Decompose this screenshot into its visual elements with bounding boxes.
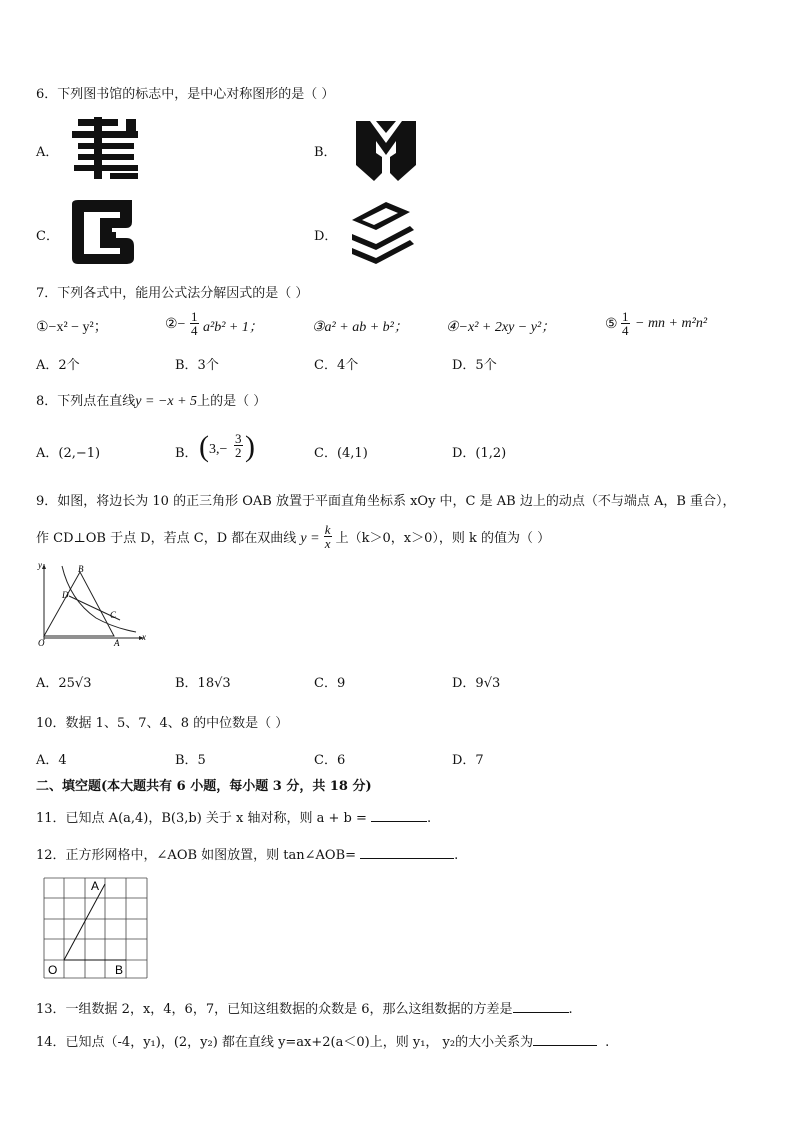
q9-option-b[interactable]: B．18√3 — [175, 676, 231, 691]
q7-option-c[interactable]: C．4个 — [314, 358, 359, 373]
label-d: D — [62, 590, 69, 600]
q7-expr-5-body: − mn + m²n² — [635, 316, 708, 331]
q12-text: 12．正方形网格中，∠AOB 如图放置，则 tan∠AOB= — [36, 848, 357, 863]
label-b: B — [78, 564, 84, 574]
q10-option-d[interactable]: D．7 — [452, 753, 484, 768]
q11 — [36, 807, 431, 826]
q8-line-equation: y = −x + 5 — [135, 394, 198, 409]
q7-frac5-den: 4 — [622, 323, 629, 338]
q14-text: 14．已知点（-4，y₁)，(2，y₂) 都在直线 y=ax+2(a＜0)上，则 y₁， y₂的大小关系为 — [36, 1035, 534, 1050]
grid-lines — [44, 878, 147, 978]
q6-option-d-label[interactable]: D． — [314, 229, 338, 244]
q12-period: . — [454, 848, 459, 863]
q7-expr-3: ③a² + ab + b²； — [312, 320, 408, 335]
q7-expr-2-fraction — [190, 310, 199, 337]
q7-option-b[interactable]: B．3个 — [175, 358, 219, 373]
q6-stem: 6．下列图书馆的标志中，是中心对称图形的是（ ） — [36, 87, 335, 102]
q14 — [36, 1031, 609, 1050]
q10-option-b[interactable]: B．5 — [175, 753, 206, 768]
q8-stem-pre: 8．下列点在直线 — [36, 394, 136, 409]
q7-expr-4: ④−x² + 2xy − y²； — [446, 320, 556, 335]
q7-expr-5-fraction — [621, 310, 630, 337]
q8-option-a[interactable]: A．(2,−1) — [36, 446, 101, 461]
library-logo-c-icon — [68, 198, 138, 266]
q14-answer-blank[interactable] — [533, 1045, 597, 1046]
section-2-heading: 二、填空题(本大题共有 6 小题，每小题 3 分，共 18 分) — [36, 779, 372, 794]
q8-option-b-lparen: ( — [199, 430, 209, 463]
q9-frac-den: x — [324, 536, 331, 551]
q9-option-a[interactable]: A．25√3 — [36, 676, 92, 691]
library-logo-d-icon — [348, 198, 420, 268]
label-a: A — [114, 638, 120, 648]
grid-label-b: B — [115, 963, 124, 977]
q6-option-b-label[interactable]: B． — [314, 145, 337, 160]
q10-option-c[interactable]: C．6 — [314, 753, 346, 768]
label-y: y — [38, 560, 42, 570]
q11-answer-blank[interactable] — [371, 821, 427, 822]
q7-expr-2-body: a²b² + 1； — [203, 320, 263, 335]
q8-option-b-fraction — [234, 432, 243, 459]
library-logo-a-icon — [70, 117, 142, 183]
q9-line2-post: 上（k＞0，x＞0），则 k 的值为（ ） — [335, 531, 551, 546]
q7-frac5-num: 1 — [622, 309, 629, 324]
q8-option-b-rparen: ) — [245, 430, 255, 463]
q13-text: 13．一组数据 2，x，4，6，7，已知这组数据的众数是 6，那么这组数据的方差是 — [36, 1002, 513, 1017]
q7-frac2-num: 1 — [191, 309, 198, 324]
library-logo-b-icon — [350, 117, 422, 185]
q14-period: . — [605, 1035, 610, 1050]
q9-line2-y: y = — [300, 531, 320, 546]
q9-line2-pre: 作 CD⊥OB 于点 D，若点 C，D 都在双曲线 — [36, 531, 297, 546]
q11-period: . — [427, 811, 432, 826]
q13-answer-blank[interactable] — [513, 1012, 569, 1013]
q12 — [36, 844, 458, 863]
q13 — [36, 998, 573, 1017]
q7-frac2-den: 4 — [191, 323, 198, 338]
q8-option-d[interactable]: D．(1,2) — [452, 446, 507, 461]
q7-expr-5-prefix: ⑤ — [605, 317, 618, 332]
q9-figure — [36, 560, 151, 646]
triangle-oab — [44, 572, 114, 636]
label-o: O — [38, 638, 45, 648]
ray-oa — [64, 884, 105, 960]
label-x: x — [142, 632, 146, 642]
q8-stem-post: 上的是（ ） — [197, 394, 267, 409]
q8-option-c[interactable]: C．(4,1) — [314, 446, 368, 461]
q8-optb-frac-den: 2 — [235, 445, 242, 460]
q8-optb-frac-num: 3 — [235, 431, 242, 446]
q9-option-c[interactable]: C．9 — [314, 676, 346, 691]
q7-option-d[interactable]: D．5个 — [452, 358, 497, 373]
q7-expr-1: ①−x² − y²； — [36, 320, 108, 335]
q10-option-a[interactable]: A．4 — [36, 753, 67, 768]
q12-grid-figure — [42, 876, 152, 980]
hyperbola-curve — [62, 566, 136, 632]
q9-fraction — [324, 523, 332, 550]
q8-option-b-label[interactable]: B． — [175, 446, 198, 461]
q7-option-a[interactable]: A．2个 — [36, 358, 80, 373]
grid-label-o: O — [48, 963, 58, 977]
q11-text: 11．已知点 A(a,4)，B(3,b) 关于 x 轴对称，则 a + b = — [36, 811, 367, 826]
q7-stem: 7．下列各式中，能用公式法分解因式的是（ ） — [36, 286, 309, 301]
q9-frac-num: k — [324, 522, 331, 537]
q9-line1: 9．如图，将边长为 10 的正三角形 OAB 放置于平面直角坐标系 xOy 中，C 是 AB 边上的动点（不与端点 A，B 重合）， — [36, 494, 736, 509]
q10-stem: 10．数据 1、5、7、4、8 的中位数是（ ） — [36, 716, 289, 731]
q9-line2 — [36, 522, 551, 552]
q6-option-a-label[interactable]: A． — [36, 145, 59, 160]
q9-option-d[interactable]: D．9√3 — [452, 676, 501, 691]
label-c: C — [110, 610, 117, 620]
grid-label-a: A — [91, 879, 100, 893]
q7-expr-2-prefix: ②− — [165, 317, 186, 332]
q8-option-b-point: 3,− — [209, 442, 228, 457]
q12-answer-blank[interactable] — [360, 858, 454, 859]
q13-period: . — [568, 1002, 573, 1017]
q8-stem — [36, 390, 266, 410]
q6-option-c-label[interactable]: C． — [36, 229, 59, 244]
